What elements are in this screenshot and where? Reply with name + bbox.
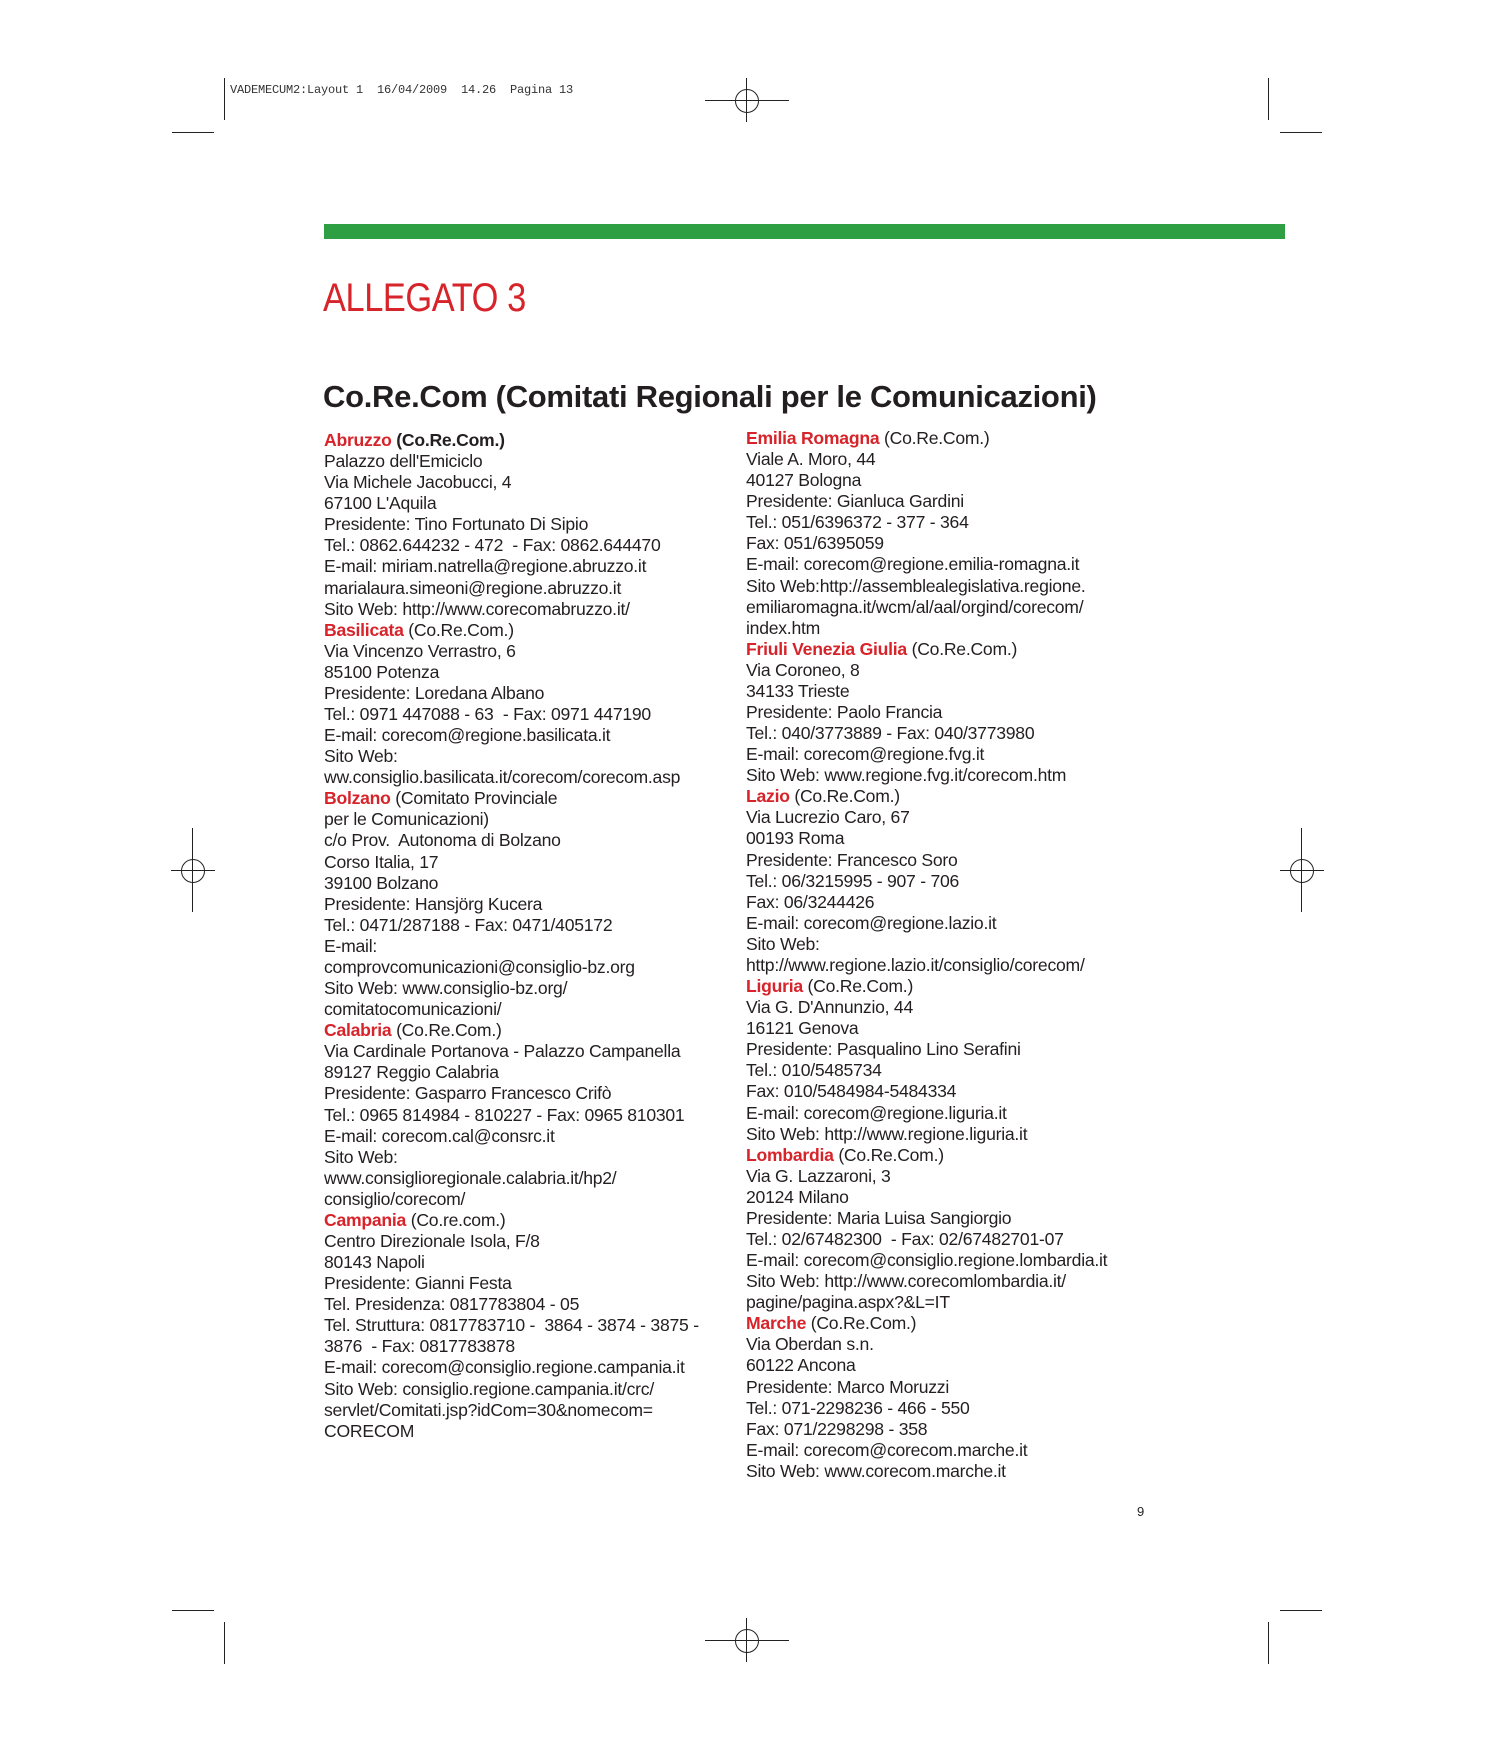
contact-line: Tel.: 0971 447088 - 63 - Fax: 0971 447190 [324, 704, 651, 725]
contact-line: index.htm [746, 617, 821, 638]
registration-circle-icon [735, 1629, 759, 1653]
contact-line: ww.consiglio.basilicata.it/corecom/corecom.asp [324, 767, 681, 788]
region-committee-type: (Co.re.com.) [406, 1209, 506, 1230]
region-committee-type: (Co.Re.Com.) [403, 619, 514, 640]
contact-line: Tel. Struttura: 0817783710 - 3864 - 3874 - 3875 - [324, 1315, 699, 1336]
contact-line: Presidente: Loredana Albano [324, 682, 545, 703]
crop-mark [172, 1610, 214, 1611]
contact-line: Presidente: Gasparro Francesco Crifò [324, 1083, 612, 1104]
contact-line: 85100 Potenza [324, 661, 440, 682]
contact-line: comprovcomunicazioni@consiglio-bz.org [324, 956, 635, 977]
contact-line: Via Coroneo, 8 [746, 659, 860, 680]
region-name: Liguria [746, 976, 803, 997]
contact-line: 67100 L'Aquila [324, 493, 437, 514]
registration-circle-icon [735, 89, 759, 113]
contact-line: E-mail: corecom@regione.basilicata.it [324, 725, 611, 746]
contact-line: E-mail: corecom@regione.fvg.it [746, 744, 985, 765]
region-heading [746, 639, 1107, 660]
contact-line: Via G. Lazzaroni, 3 [746, 1165, 891, 1186]
region-entry [324, 788, 699, 1020]
region-entry [324, 1210, 699, 1442]
region-entry [324, 430, 699, 620]
region-committee-type: (Co.Re.Com.) [879, 428, 990, 448]
region-name: Bolzano [324, 788, 391, 809]
contact-line: Fax: 051/6395059 [746, 533, 884, 554]
contact-line: http://www.regione.lazio.it/consiglio/corecom/ [746, 954, 1085, 975]
contact-line: Via G. D'Annunzio, 44 [746, 997, 913, 1018]
region-heading [746, 1313, 1107, 1334]
contact-line: Tel.: 071-2298236 - 466 - 550 [746, 1397, 970, 1418]
contact-line: E-mail: [324, 935, 377, 956]
right-column [746, 428, 1107, 1482]
contact-line: 34133 Trieste [746, 680, 850, 701]
region-committee-type: (Co.Re.Com.) [802, 976, 914, 997]
contact-line: Tel. Presidenza: 0817783804 - 05 [324, 1294, 580, 1315]
region-name: Campania [324, 1209, 407, 1230]
region-committee-type: (Co.Re.Com.) [833, 1144, 944, 1165]
contact-line: E-mail: corecom@corecom.marche.it [746, 1439, 1028, 1460]
region-heading [746, 976, 1107, 997]
contact-line: Presidente: Francesco Soro [746, 849, 958, 870]
contact-line: per le Comunicazioni) [324, 809, 489, 830]
contact-line: Sito Web: http://www.corecomlombardia.it/ [746, 1271, 1066, 1292]
contact-line: Sito Web: http://www.corecomabruzzo.it/ [324, 598, 630, 619]
contact-line: Presidente: Paolo Francia [746, 702, 943, 723]
contact-line: Fax: 071/2298298 - 358 [746, 1418, 928, 1439]
contact-line: Sito Web: [324, 746, 398, 767]
contact-line: Sito Web: http://www.regione.liguria.it [746, 1123, 1028, 1144]
contact-line: comitatocomunicazioni/ [324, 999, 502, 1020]
contact-line: Presidente: Gianluca Gardini [746, 491, 964, 512]
region-name: Abruzzo [324, 430, 392, 450]
contact-line: 3876 - Fax: 0817783878 [324, 1336, 515, 1357]
contact-line: Sito Web: [746, 933, 820, 954]
region-entry [324, 1020, 699, 1210]
contact-line: E-mail: corecom.cal@consrc.it [324, 1125, 555, 1146]
region-name: Calabria [324, 1020, 392, 1041]
region-heading [324, 1020, 699, 1041]
contact-line: Sito Web: www.corecom.marche.it [746, 1460, 1006, 1481]
contact-line: E-mail: corecom@consiglio.regione.lombardia.it [746, 1250, 1108, 1271]
contact-line: Tel.: 040/3773889 - Fax: 040/3773980 [746, 723, 1035, 744]
contact-line: E-mail: miriam.natrella@regione.abruzzo.it [324, 556, 647, 577]
region-name: Emilia Romagna [746, 428, 880, 448]
region-committee-type: (Co.Re.Com.) [906, 638, 1018, 659]
contact-line: Via Michele Jacobucci, 4 [324, 472, 512, 493]
contact-line: c/o Prov. Autonoma di Bolzano [324, 830, 561, 851]
contact-line: Corso Italia, 17 [324, 851, 439, 872]
region-committee-type: (Co.Re.Com.) [391, 430, 505, 450]
crop-mark [224, 78, 225, 120]
region-committee-type: (Co.Re.Com.) [391, 1020, 502, 1041]
contact-line: Presidente: Hansjörg Kucera [324, 893, 543, 914]
contact-line: servlet/Comitati.jsp?idCom=30&nomecom= [324, 1399, 653, 1420]
left-column [324, 430, 699, 1442]
crop-mark [1268, 78, 1269, 120]
contact-line: Tel.: 051/6396372 - 377 - 364 [746, 512, 969, 533]
contact-line: 00193 Roma [746, 828, 845, 849]
contact-line: Viale A. Moro, 44 [746, 449, 876, 470]
contact-line: 39100 Bolzano [324, 872, 439, 893]
region-entry [746, 786, 1107, 976]
region-entry [746, 1145, 1107, 1314]
region-committee-type: (Comitato Provinciale [390, 788, 558, 809]
region-heading [324, 788, 699, 809]
region-heading [324, 1210, 699, 1231]
region-committee-type: (Co.Re.Com.) [789, 786, 900, 807]
region-entry [746, 1313, 1107, 1482]
contact-line: Tel.: 06/3215995 - 907 - 706 [746, 870, 960, 891]
contact-line: 20124 Milano [746, 1186, 849, 1207]
region-heading [324, 430, 699, 451]
contact-line: Presidente: Gianni Festa [324, 1273, 512, 1294]
contact-line: Sito Web: consiglio.regione.campania.it/crc/ [324, 1378, 654, 1399]
contact-line: E-mail: corecom@regione.liguria.it [746, 1102, 1007, 1123]
contact-line: Via Vincenzo Verrastro, 6 [324, 640, 516, 661]
contact-line: Fax: 06/3244426 [746, 891, 875, 912]
registration-circle-icon [1290, 859, 1314, 883]
region-entry [324, 620, 699, 789]
region-heading [746, 786, 1107, 807]
contact-line: 60122 Ancona [746, 1355, 856, 1376]
contact-line: www.consiglioregionale.calabria.it/hp2/ [324, 1167, 617, 1188]
contact-line: pagine/pagina.aspx?&L=IT [746, 1292, 950, 1313]
contact-line: Centro Direzionale Isola, F/8 [324, 1230, 540, 1251]
contact-line: 89127 Reggio Calabria [324, 1062, 499, 1083]
contact-line: 40127 Bologna [746, 470, 862, 491]
region-heading [746, 428, 1107, 449]
region-entry [746, 428, 1107, 639]
contact-line: Presidente: Pasqualino Lino Serafini [746, 1039, 1021, 1060]
region-committee-type: (Co.Re.Com.) [806, 1313, 917, 1334]
contact-line: Tel.: 0471/287188 - Fax: 0471/405172 [324, 914, 613, 935]
contact-line: Via Oberdan s.n. [746, 1334, 874, 1355]
region-heading [746, 1145, 1107, 1166]
contact-line: Fax: 010/5484984-5484334 [746, 1081, 957, 1102]
region-heading [324, 620, 699, 641]
contact-line: 16121 Genova [746, 1018, 859, 1039]
contact-line: consiglio/corecom/ [324, 1188, 466, 1209]
region-entry [746, 639, 1107, 787]
contact-line: Presidente: Marco Moruzzi [746, 1376, 949, 1397]
section-title: Co.Re.Com (Comitati Regionali per le Comunicazioni) [323, 379, 1097, 414]
contact-line: Via Lucrezio Caro, 67 [746, 807, 910, 828]
contact-line: E-mail: corecom@regione.emilia-romagna.it [746, 554, 1080, 575]
region-name: Lombardia [746, 1144, 834, 1165]
contact-line: Sito Web: www.regione.fvg.it/corecom.htm [746, 765, 1067, 786]
contact-line: Sito Web: [324, 1146, 398, 1167]
region-name: Marche [746, 1313, 807, 1334]
contact-line: Sito Web:http://assemblealegislativa.regione. [746, 575, 1086, 596]
crop-mark [172, 132, 214, 133]
crop-mark [1268, 1622, 1269, 1664]
contact-line: CORECOM [324, 1420, 415, 1441]
contact-line: emiliaromagna.it/wcm/al/aal/orgind/corecom/ [746, 596, 1084, 617]
contact-line: Tel.: 02/67482300 - Fax: 02/67482701-07 [746, 1228, 1064, 1249]
page-number: 9 [1137, 1504, 1145, 1519]
contact-line: Sito Web: www.consiglio-bz.org/ [324, 978, 568, 999]
annex-title: ALLEGATO 3 [323, 276, 526, 320]
region-name: Basilicata [324, 619, 404, 640]
contact-line: Presidente: Tino Fortunato Di Sipio [324, 514, 589, 535]
crop-mark [1280, 132, 1322, 133]
contact-line: Tel.: 010/5485734 [746, 1060, 882, 1081]
contact-line: marialaura.simeoni@regione.abruzzo.it [324, 577, 622, 598]
contact-line: Tel.: 0965 814984 - 810227 - Fax: 0965 810301 [324, 1104, 685, 1125]
region-entry [746, 976, 1107, 1145]
crop-mark [1280, 1610, 1322, 1611]
contact-line: Tel.: 0862.644232 - 472 - Fax: 0862.644470 [324, 535, 661, 556]
crop-mark [224, 1622, 225, 1664]
contact-line: Palazzo dell'Emiciclo [324, 451, 483, 472]
print-slug: VADEMECUM2:Layout 1 16/04/2009 14.26 Pagina 13 [230, 83, 574, 97]
contact-line: 80143 Napoli [324, 1252, 425, 1273]
registration-circle-icon [181, 859, 205, 883]
header-green-bar [324, 224, 1285, 239]
region-name: Friuli Venezia Giulia [746, 638, 907, 659]
contact-line: E-mail: corecom@consiglio.regione.campania.it [324, 1357, 685, 1378]
contact-line: Via Cardinale Portanova - Palazzo Campanella [324, 1041, 681, 1062]
contact-line: Presidente: Maria Luisa Sangiorgio [746, 1207, 1012, 1228]
region-name: Lazio [746, 786, 790, 807]
contact-line: E-mail: corecom@regione.lazio.it [746, 912, 997, 933]
